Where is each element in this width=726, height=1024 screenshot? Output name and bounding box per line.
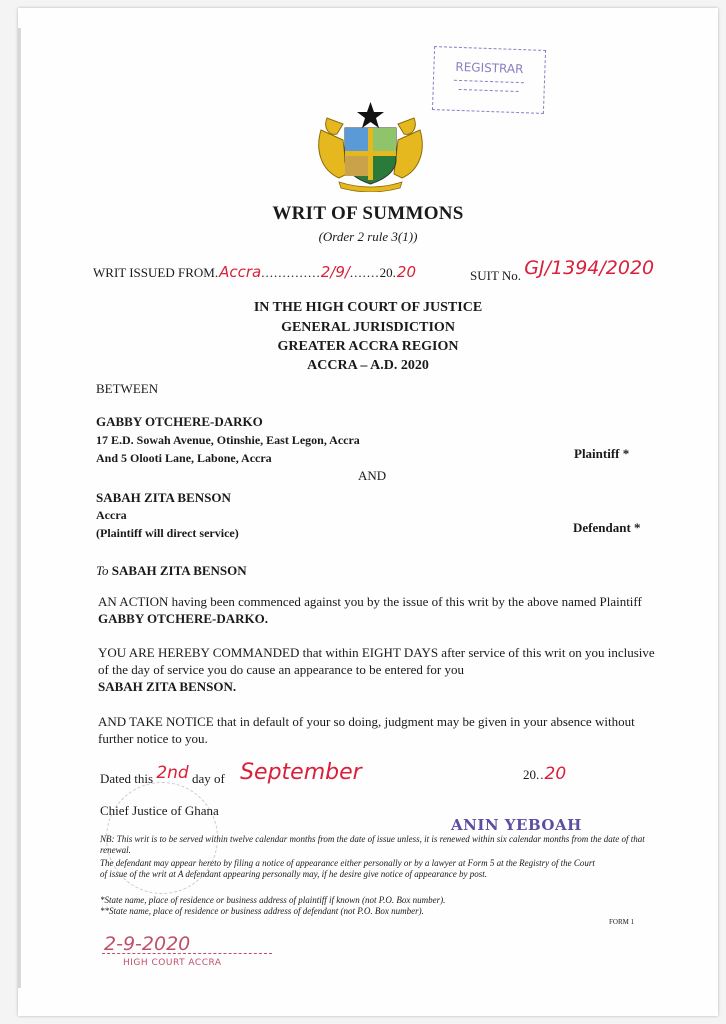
writ-issued-row: WRIT ISSUED FROM.Accra..............2/9/.......20.20 xyxy=(93,263,417,281)
plaintiff-address-note: *State name, place of residence or business address of plaintiff if known (not P.O. Box number). xyxy=(100,895,446,905)
appearance-note: The defendant may appear hereto by filing a notice of appearance either personally or by a lawyer at Form 5 at the Registry of the Court of issue of the writ at A defendant appearing personally may, if he desire give notice of appearance by post. xyxy=(100,858,595,879)
command-paragraph-defendant: SABAH ZITA BENSON. xyxy=(98,679,237,694)
signature-stamp: ANIN YEBOAH xyxy=(451,816,582,834)
nb-note: NB: This writ is to be served within twelve calendar months from the date of issue unless, it is renewed within six calendar months from the date of that renewal. xyxy=(100,834,645,855)
notice-paragraph: AND TAKE NOTICE that in default of your so doing, judgment may be given in your absence without further notice to you. xyxy=(98,714,635,746)
ghana-coat-of-arms xyxy=(313,100,428,192)
suit-label: SUIT No. xyxy=(470,268,522,283)
action-paragraph xyxy=(98,593,668,627)
dated-day: 2nd xyxy=(156,763,189,783)
defendant-name: SABAH ZITA BENSON xyxy=(96,490,231,505)
action-paragraph-plaintiff: GABBY OTCHERE-DARKO. xyxy=(98,611,268,626)
document-title: WRIT OF SUMMONS xyxy=(272,203,464,224)
defendant-role: Defendant * xyxy=(573,520,641,535)
suit-number-row xyxy=(470,257,655,285)
chief-justice-label: Chief Justice of Ghana xyxy=(100,803,219,818)
dated-year: 20..20 xyxy=(523,764,567,784)
dated-label: Dated this xyxy=(100,771,154,786)
court-line-4: ACCRA – A.D. 2020 xyxy=(307,358,429,373)
high-court-stamp: HIGH COURT ACCRA xyxy=(123,958,222,968)
issued-from-label: WRIT ISSUED FROM xyxy=(93,265,215,280)
command-paragraph-text: YOU ARE HEREBY COMMANDED that within EIGHT DAYS after service of this writ on you inclusive of the day of service you do cause an appearance to be entered for you xyxy=(98,645,655,677)
to-name: SABAH ZITA BENSON xyxy=(111,563,247,578)
action-paragraph-text: AN ACTION having been commenced against you by the issue of this writ by the above named Plaintiff xyxy=(98,594,642,609)
plaintiff-name: GABBY OTCHERE-DARKO xyxy=(96,414,263,429)
document-subtitle: (Order 2 rule 3(1)) xyxy=(318,229,418,244)
issued-from-value: Accra xyxy=(219,263,262,281)
issued-year-value: 20 xyxy=(396,263,417,281)
court-line-1: IN THE HIGH COURT OF JUSTICE xyxy=(253,300,483,315)
defendant-address-note: **State name, place of residence or business address of defendant (not P.O. Box number). xyxy=(100,906,424,916)
form-label: FORM 1 xyxy=(609,918,635,926)
defendant-address-1: Accra xyxy=(96,508,127,522)
registrar-stamp xyxy=(432,46,546,114)
to-line xyxy=(96,563,247,579)
plaintiff-address-1: 17 E.D. Sowah Avenue, Otinshie, East Legon, Accra xyxy=(96,433,360,447)
issued-year-prefix: 20 xyxy=(379,265,393,280)
dated-line xyxy=(100,760,362,789)
court-line-3: GREATER ACCRA REGION xyxy=(277,339,459,354)
plaintiff-address-2: And 5 Olooti Lane, Labone, Accra xyxy=(96,451,272,465)
to-label: To xyxy=(96,563,109,578)
between-label: BETWEEN xyxy=(96,381,159,396)
command-paragraph xyxy=(98,644,668,695)
plaintiff-role: Plaintiff * xyxy=(574,446,630,461)
dated-year-prefix: 20 xyxy=(523,767,536,782)
page-fold-line xyxy=(18,28,21,988)
registrar-stamp-text: REGISTRAR xyxy=(455,59,524,77)
writ-page xyxy=(18,8,718,1016)
defendant-address-2: (Plaintiff will direct service) xyxy=(96,526,239,540)
suit-number-value: GJ/1394/2020 xyxy=(524,257,655,279)
and-label: AND xyxy=(358,468,387,483)
received-date: 2-9-2020 xyxy=(104,933,191,955)
court-line-2: GENERAL JURISDICTION xyxy=(281,320,455,335)
dated-year-value: 20 xyxy=(544,764,567,784)
dated-month: September xyxy=(240,760,362,785)
day-of-label: day of xyxy=(191,771,225,786)
issued-date-value: 2/9/ xyxy=(320,263,350,281)
